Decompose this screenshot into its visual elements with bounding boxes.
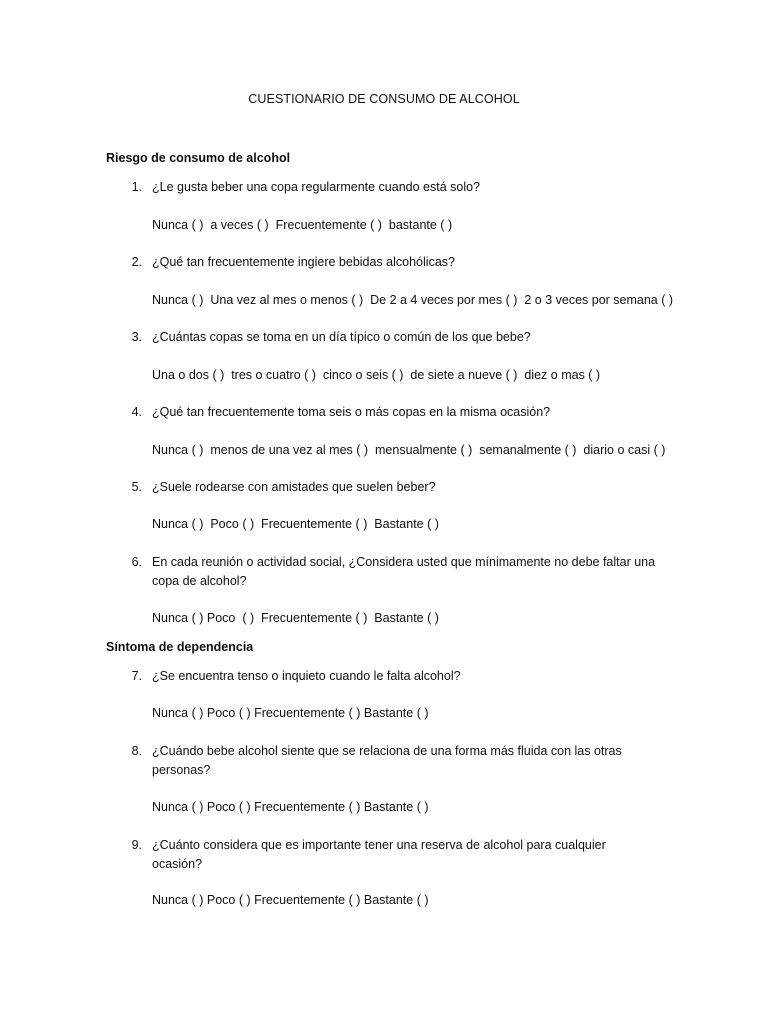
question-text: ¿Se encuentra tenso o inquieto cuando le falta alcohol? xyxy=(152,669,461,683)
answer-options: Nunca ( ) a veces ( ) Frecuentemente ( ) bastante ( ) xyxy=(152,218,453,232)
question-number: 5. xyxy=(131,480,142,494)
question-text: ¿Cuánto considera que es importante tener una reserva de alcohol para cualquier ocasión? xyxy=(152,838,606,871)
question-number: 7. xyxy=(131,669,142,683)
question-text: ¿Suele rodearse con amistades que suelen beber? xyxy=(152,480,436,494)
question-number: 2. xyxy=(131,255,142,269)
section-heading-risk: Riesgo de consumo de alcohol xyxy=(106,151,291,165)
question-text: ¿Le gusta beber una copa regularmente cuando está solo? xyxy=(152,180,481,194)
answer-options: Nunca ( ) Poco ( ) Frecuentemente ( ) Bastante ( ) xyxy=(152,893,429,907)
question-number: 8. xyxy=(131,744,142,758)
answer-options: Nunca ( ) Una vez al mes o menos ( ) De 2 a 4 veces por mes ( ) 2 o 3 veces por semana ( ) xyxy=(152,293,674,307)
section-heading-dependence: Síntoma de dependencia xyxy=(106,640,254,654)
question-text: ¿Cuándo bebe alcohol siente que se relaciona de una forma más fluida con las otras personas? xyxy=(152,744,622,777)
answer-options: Una o dos ( ) tres o cuatro ( ) cinco o seis ( ) de siete a nueve ( ) diez o mas ( ) xyxy=(152,368,601,382)
answer-options: Nunca ( ) Poco ( ) Frecuentemente ( ) Bastante ( ) xyxy=(152,517,439,531)
question-number: 6. xyxy=(131,555,142,569)
question-number: 9. xyxy=(131,838,142,852)
question-number: 4. xyxy=(131,405,142,419)
answer-options: Nunca ( ) Poco ( ) Frecuentemente ( ) Bastante ( ) xyxy=(152,800,429,814)
question-text: ¿Cuántas copas se toma en un día típico o común de los que bebe? xyxy=(152,330,531,344)
question-number: 1. xyxy=(131,180,142,194)
answer-options: Nunca ( ) menos de una vez al mes ( ) mensualmente ( ) semanalmente ( ) diario o casi ( ) xyxy=(152,443,666,457)
question-text: En cada reunión o actividad social, ¿Considera usted que mínimamente no debe faltar una copa de alcohol? xyxy=(152,555,656,588)
answer-options: Nunca ( ) Poco ( ) Frecuentemente ( ) Bastante ( ) xyxy=(152,706,429,720)
question-text: ¿Qué tan frecuentemente toma seis o más copas en la misma ocasión? xyxy=(152,405,551,419)
answer-options: Nunca ( ) Poco ( ) Frecuentemente ( ) Bastante ( ) xyxy=(152,611,439,625)
question-text: ¿Qué tan frecuentemente ingiere bebidas alcohólicas? xyxy=(152,255,455,269)
question-number: 3. xyxy=(131,330,142,344)
document-title: CUESTIONARIO DE CONSUMO DE ALCOHOL xyxy=(248,92,520,106)
